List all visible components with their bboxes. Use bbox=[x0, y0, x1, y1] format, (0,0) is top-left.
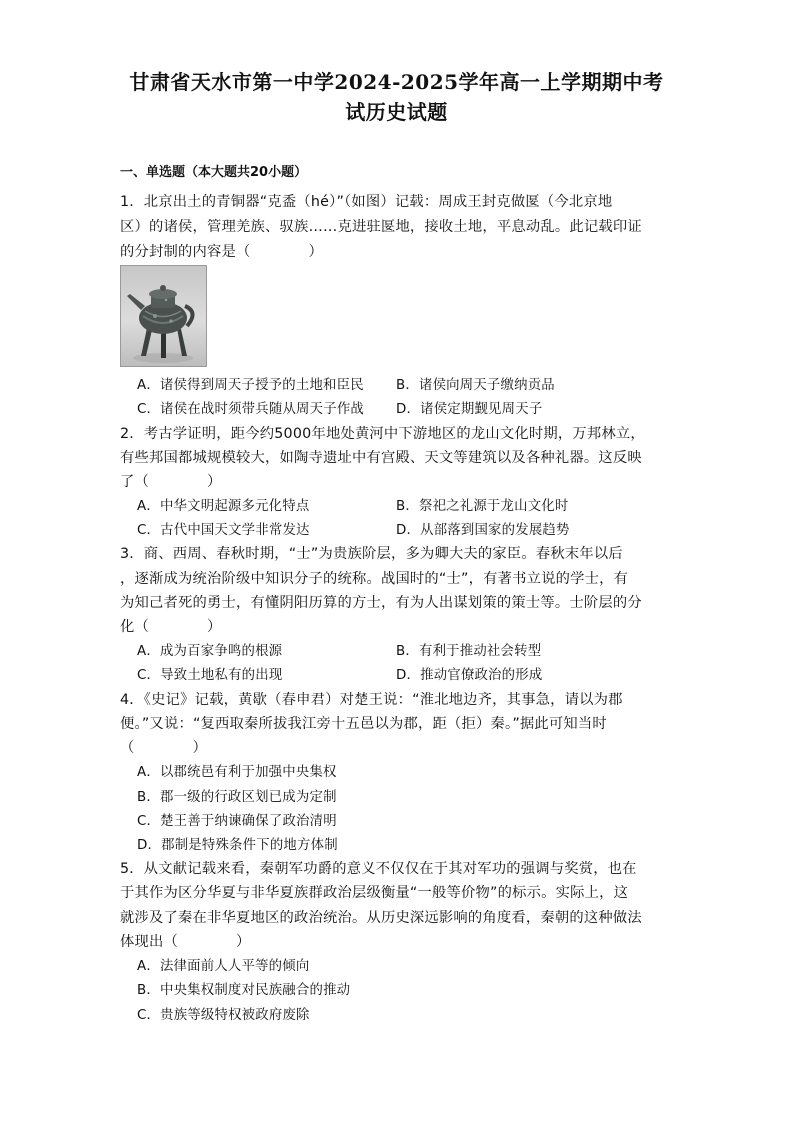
question-4-option-a[interactable]: A．以郡统邑有利于加强中央集权 bbox=[137, 765, 337, 780]
question-1-option-d[interactable]: D．诸侯定期觐见周天子 bbox=[396, 402, 543, 417]
question-3-line-3: 为知己者死的勇士，有懂阴阳历算的方士，有为人出谋划策的策士等。士阶层的分 bbox=[120, 595, 642, 611]
question-2-line-1: 2．考古学证明，距今约5000年地处黄河中下游地区的龙山文化时期，万邦林立， bbox=[120, 426, 645, 442]
question-1-option-b[interactable]: B．诸侯向周天子缴纳贡品 bbox=[396, 378, 555, 393]
page-title-line-2: 试历史试题 bbox=[345, 100, 448, 124]
question-3-line-1: 3．商、西周、春秋时期，“士”为贵族阶层，多为卿大夫的家臣。春秋末年以后 bbox=[120, 546, 623, 562]
bronze-he-vessel-image bbox=[120, 265, 207, 367]
question-4-option-d[interactable]: D．郡制是特殊条件下的地方体制 bbox=[137, 838, 338, 853]
question-2-option-c[interactable]: C．古代中国天文学非常发达 bbox=[137, 523, 310, 538]
question-4-line-2: 便。”又说：“复西取秦所拔我江旁十五邑以为郡，距（拒）秦。”据此可知当时 bbox=[120, 716, 607, 732]
question-4-option-c[interactable]: C．楚王善于纳谏确保了政治清明 bbox=[137, 814, 337, 829]
question-1-option-c[interactable]: C．诸侯在战时须带兵随从周天子作战 bbox=[137, 402, 364, 417]
question-5-option-b[interactable]: B．中央集权制度对民族融合的推动 bbox=[137, 983, 351, 998]
question-3-line-4: 化（ ） bbox=[120, 619, 222, 635]
question-5-line-2: 于其作为区分华夏与非华夏族群政治层级衡量“一般等价物”的标示。实际上，这 bbox=[120, 885, 629, 901]
question-5-line-4: 体现出（ ） bbox=[120, 934, 251, 950]
question-1-line-3: 的分封制的内容是（ ） bbox=[120, 244, 323, 260]
question-2-line-3: 了（ ） bbox=[120, 474, 222, 490]
question-4-line-1: 4．《史记》记载，黄歇（春申君）对楚王说：“淮北地边齐，其事急，请以为郡 bbox=[120, 692, 623, 708]
question-1-option-a[interactable]: A．诸侯得到周天子授予的土地和臣民 bbox=[137, 378, 364, 393]
question-1-line-1: 1．北京出土的青铜器“克盉（hé）”（如图）记载：周成王封克做匽（今北京地 bbox=[120, 194, 613, 210]
question-4-option-b[interactable]: B．郡一级的行政区划已成为定制 bbox=[137, 790, 337, 805]
question-2-line-2: 有些邦国都城规模较大，如陶寺遗址中有宫殿、天文等建筑以及各种礼器。这反映 bbox=[120, 450, 642, 466]
question-2-option-d[interactable]: D．从部落到国家的发展趋势 bbox=[396, 523, 570, 538]
question-3-line-2: ，逐渐成为统治阶级中知识分子的统称。战国时的“士”，有著书立说的学士，有 bbox=[120, 571, 629, 587]
question-3-option-a[interactable]: A．成为百家争鸣的根源 bbox=[137, 644, 283, 659]
question-2-option-a[interactable]: A．中华文明起源多元化特点 bbox=[137, 499, 310, 514]
question-3-option-b[interactable]: B．有利于推动社会转型 bbox=[396, 644, 542, 659]
question-5-line-1: 5．从文献记载来看，秦朝军功爵的意义不仅仅在于其对军功的强调与奖赏，也在 bbox=[120, 861, 637, 877]
section-heading: 一、单选题（本大题共20小题） bbox=[120, 165, 308, 180]
question-3-option-c[interactable]: C．导致土地私有的出现 bbox=[137, 668, 283, 683]
question-5-option-c[interactable]: C．贵族等级特权被政府废除 bbox=[137, 1008, 310, 1023]
page-title-line-1: 甘肃省天水市第一中学2024-2025学年高一上学期期中考 bbox=[129, 70, 664, 94]
question-5-line-3: 就涉及了秦在非华夏地区的政治统治。从历史深远影响的角度看，秦朝的这种做法 bbox=[120, 910, 642, 926]
question-1-line-2: 区）的诸侯，管理羌族、驭族……克进驻匽地，接收土地，平息动乱。此记载印证 bbox=[120, 219, 642, 235]
question-5-option-a[interactable]: A．法律面前人人平等的倾向 bbox=[137, 959, 310, 974]
question-2-option-b[interactable]: B．祭祀之礼源于龙山文化时 bbox=[396, 499, 569, 514]
question-3-option-d[interactable]: D．推动官僚政治的形成 bbox=[396, 668, 543, 683]
question-4-line-3: （ ） bbox=[120, 740, 207, 756]
